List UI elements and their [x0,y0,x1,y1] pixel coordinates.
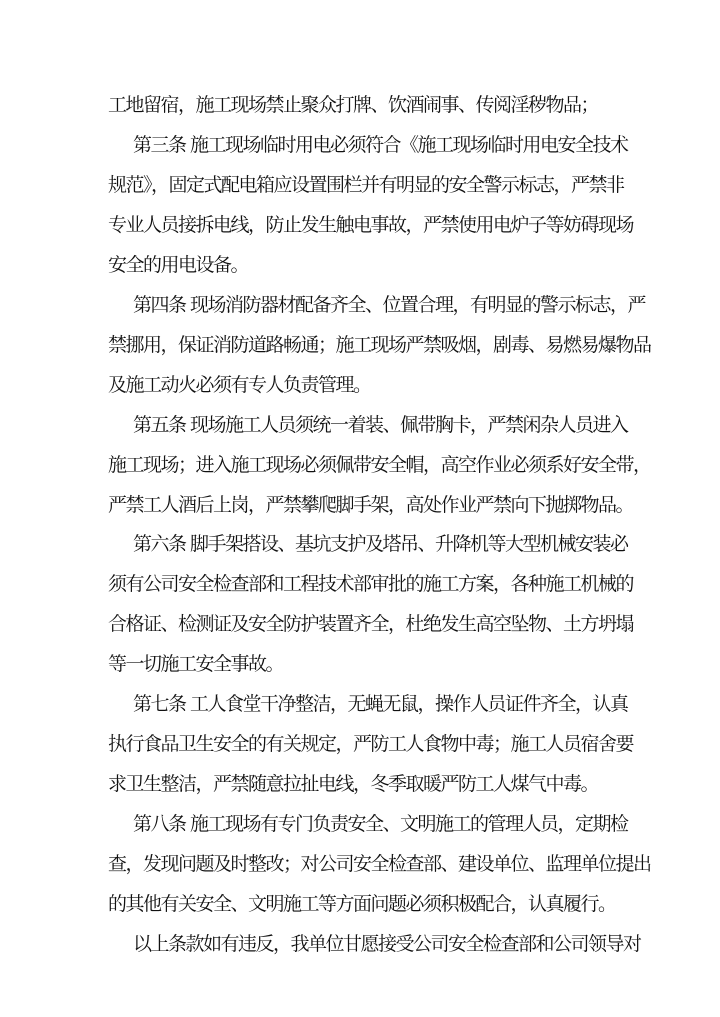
text-line: 专业人员接拆电线，防止发生触电事故，严禁使用电炉子等妨碍现场 [108,214,634,236]
text-line: 的其他有关安全、文明施工等方面问题必须积极配合，认真履行。 [108,893,616,915]
text-line: 严禁工人酒后上岗，严禁攀爬脚手架，高处作业严禁向下抛掷物品。 [108,494,634,516]
text-line: 工地留宿，施工现场禁止聚众打牌、饮酒闹事、传阅淫秽物品； [108,94,599,116]
text-line: 须有公司安全检查部和工程技术部审批的施工方案，各种施工机械的 [108,573,634,595]
text-line: 及施工动火必须有专人负责管理。 [108,374,371,396]
text-line: 安全的用电设备。 [108,254,249,276]
text-line: 第六条 脚手架搭设、基坑支护及塔吊、升降机等大型机械安装必 [133,533,628,555]
text-line: 第三条 施工现场临时用电必须符合《施工现场临时用电安全技术 [133,134,628,156]
text-line: 第七条 工人食堂干净整洁，无蝇无鼠，操作人员证件齐全，认真 [133,693,628,715]
text-line: 执行食品卫生安全的有关规定，严防工人食物中毒；施工人员宿舍要 [108,733,634,755]
text-line: 查，发现问题及时整改；对公司安全检查部、建设单位、监理单位提出 [108,853,651,875]
text-line: 第四条 现场消防器材配备齐全、位置合理，有明显的警示标志，严 [133,294,646,316]
text-line: 等一切施工安全事故。 [108,653,284,675]
text-line: 合格证、检测证及安全防护装置齐全，杜绝发生高空坠物、土方坍塌 [108,613,634,635]
text-line: 第五条 现场施工人员须统一着装、佩带胸卡，严禁闲杂人员进入 [133,414,628,436]
text-line: 以上条款如有违反，我单位甘愿接受公司安全检查部和公司领导对 [133,933,641,955]
text-line: 禁挪用，保证消防道路畅通；施工现场严禁吸烟，剧毒、易燃易爆物品 [108,334,651,356]
text-line: 求卫生整洁，严禁随意拉扯电线，冬季取暖严防工人煤气中毒。 [108,773,599,795]
text-line: 第八条 施工现场有专门负责安全、文明施工的管理人员，定期检 [133,813,628,835]
text-line: 规范》，固定式配电箱应设置围栏并有明显的安全警示标志，严禁非 [108,174,624,196]
text-line: 施工现场；进入施工现场必须佩带安全帽，高空作业必须系好安全带， [108,454,651,476]
